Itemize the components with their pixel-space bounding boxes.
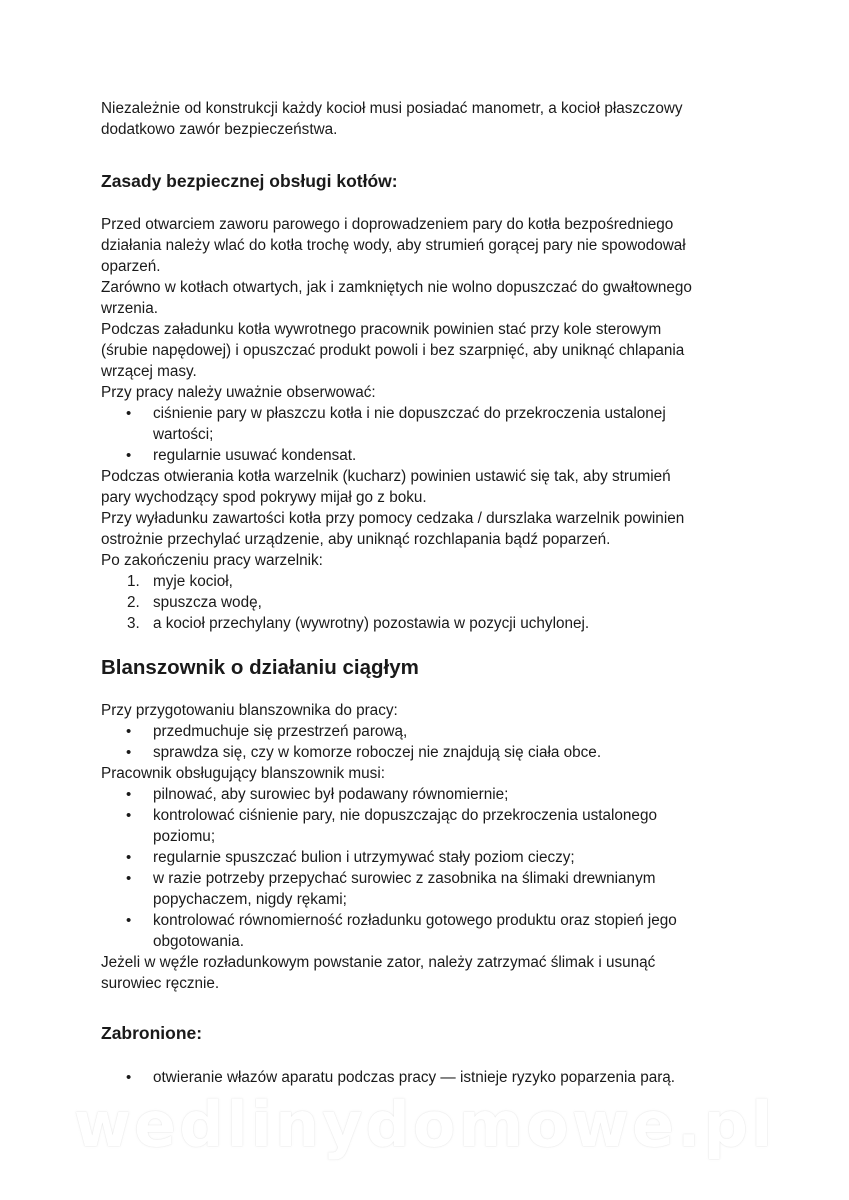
list-item: • ciśnienie pary w płaszczu kotła i nie dopuszczać do przekroczenia ustalonej wartości; (101, 403, 751, 445)
finish-intro: Po zakończeniu pracy warzelnik: (101, 552, 323, 569)
paragraph-jam: Jeżeli w węźle rozładunkowym powstanie zator, należy zatrzymać ślimak i usunąć surowiec ręcznie. (101, 954, 656, 992)
intro-line: Niezależnie od konstrukcji każdy kocioł musi posiadać manometr, a kocioł płaszczowy (101, 100, 683, 117)
section-heading-blancher: Blanszownik o działaniu ciągłym (101, 656, 419, 679)
paragraph-steam-valve: Przed otwarciem zaworu parowego i doprowadzeniem pary do kotła bezpośredniego działania należy wlać do kotła trochę wody, aby strumień gorącej pary nie spowodował oparzeń. (101, 216, 686, 275)
prep-intro: Przy przygotowaniu blanszownika do pracy: (101, 702, 398, 719)
prep-list (101, 721, 751, 763)
list-item: • sprawdza się, czy w komorze roboczej nie znajdują się ciała obce. (101, 742, 751, 763)
list-item: • kontrolować równomierność rozładunku gotowego produktu oraz stopień jego obgotowania. (101, 910, 751, 952)
section-heading-forbidden: Zabronione: (101, 1023, 203, 1043)
paragraph-loading: Podczas załadunku kotła wywrotnego pracownik powinien stać przy kole sterowym (śrubie napędowej) i opuszczać produkt powoli i bez szarpnięć, aby uniknąć chlapania wrzącej masy. (101, 321, 685, 380)
intro-line: dodatkowo zawór bezpieczeństwa. (101, 121, 338, 138)
list-item: • otwieranie włazów aparatu podczas pracy — istnieje ryzyko poparzenia parą. (101, 1067, 751, 1088)
list-item: • w razie potrzeby przepychać surowiec z zasobnika na ślimaki drewnianym popychaczem, nigdy rękami; (101, 868, 751, 910)
document-page (101, 98, 751, 1088)
forbidden-list (101, 1067, 751, 1088)
paragraph-boiling: Zarówno w kotłach otwartych, jak i zamkniętych nie wolno dopuszczać do gwałtownego wrzenia. (101, 279, 692, 317)
observe-list (101, 403, 751, 466)
worker-intro: Pracownik obsługujący blanszownik musi: (101, 765, 385, 782)
worker-list (101, 784, 751, 952)
observe-intro: Przy pracy należy uważnie obserwować: (101, 384, 376, 401)
section-heading-boiler-safety: Zasady bezpiecznej obsługi kotłów: (101, 171, 398, 191)
intro-paragraph (101, 98, 751, 140)
paragraph-opening: Podczas otwierania kotła warzelnik (kucharz) powinien ustawić się tak, aby strumień pary wychodzący spod pokrywy mijał go z boku. (101, 468, 671, 506)
list-item: 2. spuszcza wodę, (127, 594, 262, 611)
paragraph-unloading: Przy wyładunku zawartości kotła przy pomocy cedzaka / durszlaka warzelnik powinien ostrożnie przechylać urządzenie, aby uniknąć rozchlapania bądź poparzeń. (101, 510, 685, 548)
list-item: • regularnie usuwać kondensat. (101, 445, 751, 466)
list-item: • kontrolować ciśnienie pary, nie dopuszczając do przekroczenia ustalonego poziomu; (101, 805, 751, 847)
list-item: 1. myje kocioł, (127, 573, 233, 590)
list-item: • pilnować, aby surowiec był podawany równomiernie; (101, 784, 751, 805)
list-item: 3. a kocioł przechylany (wywrotny) pozostawia w pozycji uchylonej. (127, 615, 590, 632)
list-item: • regularnie spuszczać bulion i utrzymywać stały poziom cieczy; (101, 847, 751, 868)
finish-list (101, 571, 751, 634)
watermark: wedlinydomowe.pl (73, 1088, 776, 1161)
list-item: • przedmuchuje się przestrzeń parową, (101, 721, 751, 742)
